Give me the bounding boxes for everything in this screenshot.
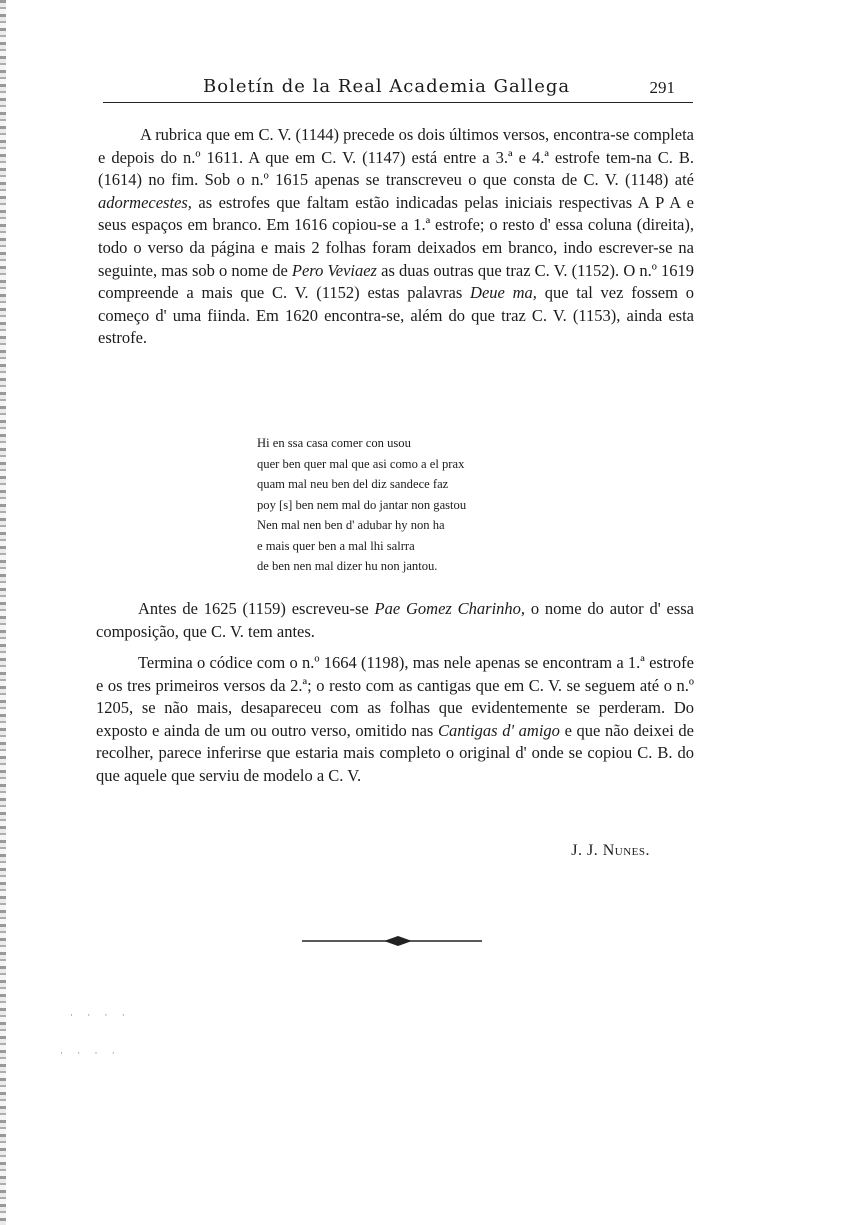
paragraph-1-text-b: as estrofes que faltam estão indicadas pelas iniciais respectivas A P A e seus espaços em branco. Em 1616 copiou-se a 1.ª estrofe; o resto d' essa coluna (direita), todo o verso da página e mais 2 folhas foram deixados em branco, indo escrever-se na seguinte, mas sob o nome de: [98, 192, 694, 280]
poem-line: poy [s] ben nem mal do jantar non gastou: [257, 497, 467, 512]
author-signature: [571, 842, 650, 860]
paragraph-1-text-a: A rubrica que em C. V. (1144) precede os dois últimos versos, encontra-se completa e depois do n.º 1611. A que em C. V. (1147) está entre a 3.ª e 4.ª estrofe tem-na C. B. (1614) no fim. Sob o n.º 1615 apenas se transcreveu o que consta de C. V. (1148) até: [98, 125, 694, 190]
paragraph-2-text-b: o nome do autor d' essa composição, que C. V. tem antes.: [96, 599, 694, 641]
paragraph-2-text-a: Antes de 1625 (1159) escreveu-se: [138, 599, 375, 618]
paragraph-2-italic: Pae Gomez Charinho,: [374, 599, 526, 618]
paragraph-1-text-c: as duas outras que traz C. V. (1152). O n.º 1619 compreende a mais que C. V. (1152) estas palavras: [98, 260, 694, 303]
scan-speckle: · · · ·: [70, 1010, 131, 1020]
paragraph-3: [96, 652, 694, 788]
paragraph-1-italic-c: Deue ma,: [470, 283, 537, 303]
paragraph-3-italic: Cantigas d' amigo: [438, 720, 560, 740]
paragraph-1-italic-b: Pero Veviaez: [291, 260, 377, 280]
poem-line: quer ben quer mal que asi como a el prax: [257, 456, 465, 471]
signature-surname: Nunes.: [602, 842, 650, 859]
poem-line: de ben nen mal dizer hu non jantou.: [257, 559, 438, 573]
paragraph-1-italic-a: adormecestes,: [98, 192, 192, 212]
poem-line: Nen mal nen ben d' adubar hy non ha: [257, 518, 445, 532]
journal-title: Boletín de la Real Academia Gallega: [203, 76, 571, 97]
scan-speckle: · · · ·: [60, 1048, 121, 1058]
poem-stanza: [257, 433, 597, 577]
paragraph-1: [98, 124, 694, 350]
running-header: [103, 74, 693, 103]
scan-edge: [0, 0, 6, 1225]
end-ornament-icon: [302, 934, 482, 948]
paragraph-1-text-d: que tal vez fossem o começo d' uma fiinda. Em 1620 encontra-se, além do que traz C. V. (1153), ainda esta estrofe.: [98, 283, 694, 348]
paragraph-3-text-b: e que não deixei de recolher, parece inferirse que estaria mais completo o original d' onde se copiou C. B. do que aquele que serviu de modelo a C. V.: [96, 720, 694, 785]
signature-initials: J. J.: [571, 842, 603, 859]
paragraph-2: [96, 598, 694, 643]
poem-line: Hi en ssa casa comer con usou: [257, 436, 411, 450]
page-number: 291: [649, 78, 675, 97]
poem-line: e mais quer ben a mal lhi salrra: [257, 538, 415, 553]
paragraph-3-text-a: Termina o códice com o n.º 1664 (1198), mas nele apenas se encontram a 1.ª estrofe e os tres primeiros versos da 2.ª; o resto com as cantigas que em C. V. se seguem até o n.º 1205, se não mais, desapareceu com as folhas que evidentemente se perderam. Do exposto e ainda de um ou outro verso, omitido nas: [96, 653, 694, 740]
poem-line: quam mal neu ben del diz sandece faz: [257, 477, 449, 491]
